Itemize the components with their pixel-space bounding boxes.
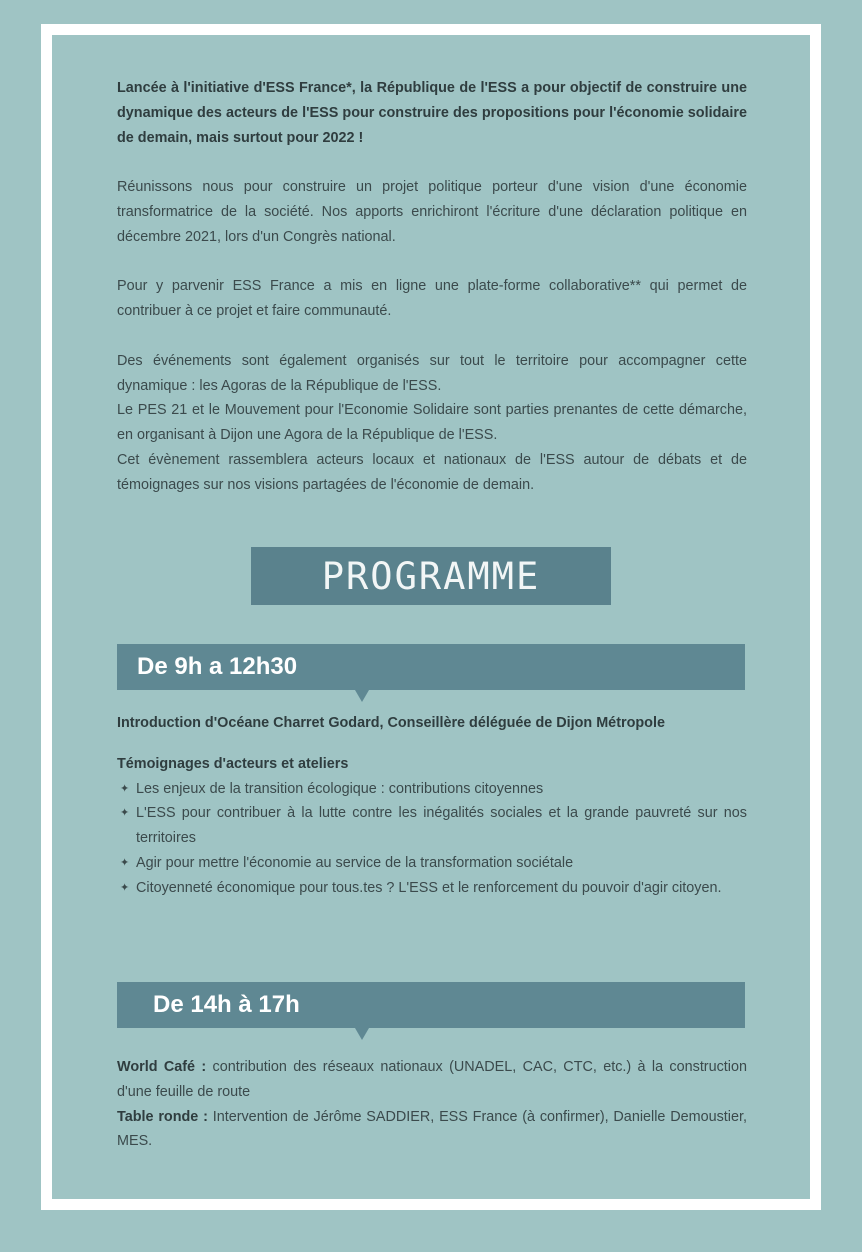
intro-lead: Lancée à l'initiative d'ESS France*, la République de l'ESS a pour objectif de construire une dynamique des acteurs de l'ESS pour construire des propositions pour l'économie solidaire de demain, mais surtout pour 2022 ! (117, 80, 747, 146)
list-item: ✦ Les enjeux de la transition écologique : contributions citoyennes (117, 777, 747, 802)
bullet-icon: ✦ (120, 881, 130, 894)
workshop-list (117, 777, 747, 901)
world-cafe-entry (117, 1055, 747, 1105)
speech-pointer-icon (355, 690, 369, 702)
intro-section (117, 76, 747, 498)
world-cafe-text: contribution des réseaux nationaux (UNADEL, CAC, CTC, etc.) à la construction d'une feuille de route (117, 1059, 748, 1100)
speech-pointer-icon (355, 1028, 369, 1040)
programme-title: PROGRAMME (321, 554, 541, 598)
afternoon-time-bar (117, 982, 745, 1028)
morning-introduction: Introduction d'Océane Charret Godard, Conseillère déléguée de Dijon Métropole (117, 715, 665, 731)
morning-section (117, 711, 747, 901)
bullet-icon: ✦ (120, 807, 130, 820)
intro-paragraph-4a: Des événements sont également organisés sur tout le territoire pour accompagner cette dynamique : les Agoras de la République de l'ESS. (117, 352, 747, 394)
programme-heading (251, 547, 611, 605)
morning-time-label: De 9h a 12h30 (137, 653, 298, 680)
list-item: ✦ Citoyenneté économique pour tous.tes ? L'ESS et le renforcement du pouvoir d'agir citoyen. (117, 876, 747, 901)
bullet-icon: ✦ (120, 856, 130, 869)
table-ronde-label: Table ronde : (117, 1108, 208, 1125)
list-item: ✦ Agir pour mettre l'économie au service de la transformation sociétale (117, 851, 747, 876)
world-cafe-label: World Café : (117, 1059, 207, 1075)
intro-paragraph-4b: Le PES 21 et le Mouvement pour l'Economie Solidaire sont parties prenantes de cette démarche, en organisant à Dijon une Agora de la République de l'ESS. (117, 402, 747, 444)
list-item: ✦ L'ESS pour contribuer à la lutte contre les inégalités sociales et la grande pauvreté sur nos territoires (117, 801, 747, 851)
morning-subheading: Témoignages d'acteurs et ateliers (117, 755, 349, 772)
afternoon-section (117, 1055, 747, 1154)
table-ronde-entry (117, 1105, 747, 1155)
table-ronde-text: Intervention de Jérôme SADDIER, ESS France (à confirmer), Danielle Demoustier, MES. (117, 1108, 747, 1150)
intro-paragraph-2: Réunissons nous pour construire un projet politique porteur d'une vision d'une économie transformatrice de la société. Nos apports enrichiront l'écriture d'une déclaration politique en décembre 2021, lors d'un Congrès national. (117, 179, 747, 245)
afternoon-time-label: De 14h à 17h (153, 991, 300, 1018)
morning-time-bar (117, 644, 745, 690)
bullet-icon: ✦ (120, 782, 130, 795)
intro-paragraph-3: Pour y parvenir ESS France a mis en ligne une plate-forme collaborative** qui permet de contribuer à ce projet et faire communauté. (117, 278, 747, 320)
intro-paragraph-4c: Cet évènement rassemblera acteurs locaux et nationaux de l'ESS autour de débats et de témoignages sur nos visions partagées de l'économie de demain. (117, 451, 747, 493)
